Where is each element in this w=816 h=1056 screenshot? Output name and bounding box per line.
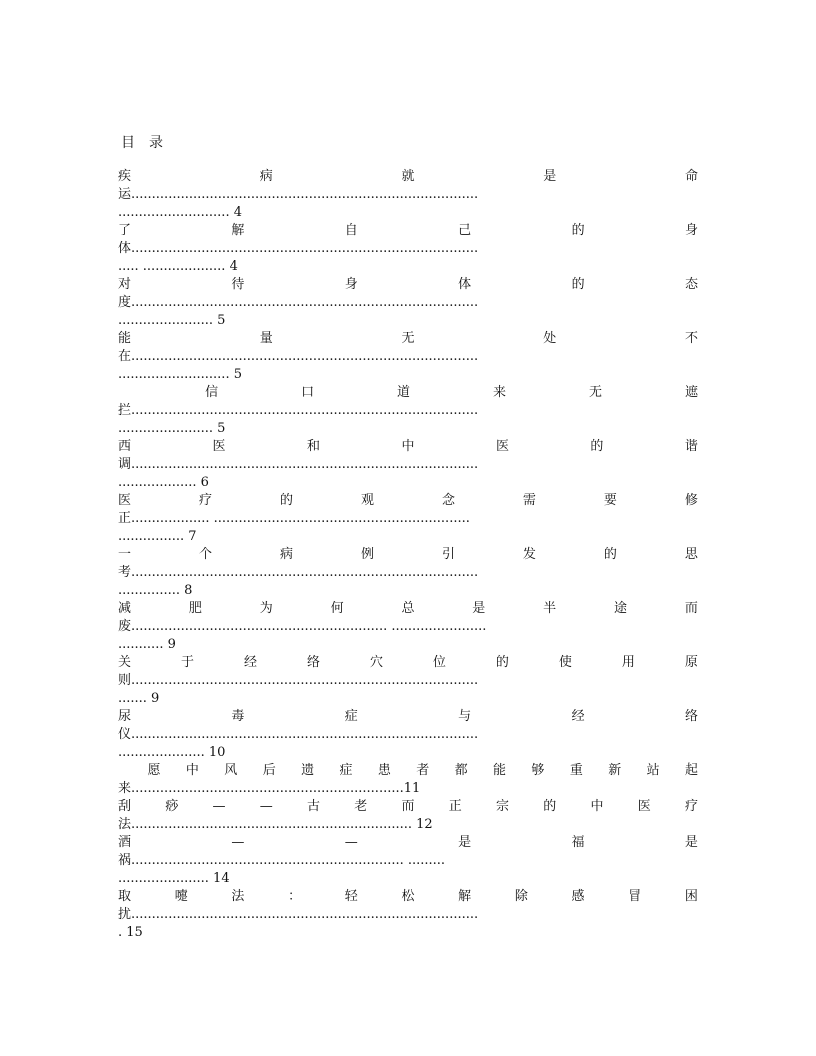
toc-entry-leader: 考.................................................................................... bbox=[118, 565, 479, 580]
toc-entry-page-number: ........... 9 bbox=[118, 637, 176, 652]
toc-entry-leader: 在.................................................................................... bbox=[118, 349, 479, 364]
toc-entry-heading: 刮 痧 — — 古 老 而 正 宗 的 中 医 疗 bbox=[118, 799, 698, 814]
toc-entry bbox=[118, 600, 698, 654]
toc-entry-leader: 度.................................................................................... bbox=[118, 295, 479, 310]
toc-title bbox=[121, 132, 163, 152]
table-of-contents bbox=[118, 168, 698, 942]
toc-entry bbox=[118, 492, 698, 546]
toc-entry-heading: 愿 中 风 后 遗 症 患 者 都 能 够 重 新 站 起 bbox=[147, 763, 698, 778]
toc-entry-leader: 法.................................................................... 12 bbox=[118, 817, 433, 832]
toc-entry bbox=[118, 546, 698, 600]
toc-entry-leader: 则.................................................................................... bbox=[118, 673, 479, 688]
toc-entry-page-number: ................ 7 bbox=[118, 529, 197, 544]
toc-entry-heading: 酒 — — 是 福 是 bbox=[118, 835, 698, 850]
toc-entry bbox=[118, 834, 698, 888]
toc-entry bbox=[118, 330, 698, 384]
toc-entry-heading: 取 嚏 法 ： 轻 松 解 除 感 冒 困 bbox=[118, 889, 698, 904]
toc-entry-leader: 扰.................................................................................... bbox=[118, 907, 479, 922]
toc-entry-heading: 对 待 身 体 的 态 bbox=[118, 277, 698, 292]
toc-entry bbox=[118, 888, 698, 942]
toc-entry-leader: 调.................................................................................... bbox=[118, 457, 479, 472]
toc-entry bbox=[118, 654, 698, 708]
toc-entry-page-number: ................... 6 bbox=[118, 475, 209, 490]
toc-entry bbox=[118, 762, 698, 798]
toc-entry-heading: 疾 病 就 是 命 bbox=[118, 169, 698, 184]
toc-entry bbox=[118, 384, 698, 438]
toc-entry-page-number: ..................... 10 bbox=[118, 745, 226, 760]
toc-entry-page-number: ....................... 5 bbox=[118, 421, 226, 436]
toc-entry-heading: 减 肥 为 何 总 是 半 途 而 bbox=[118, 601, 698, 616]
toc-entry-leader: 来..................................................................11 bbox=[118, 781, 421, 796]
toc-entry-page-number: . 15 bbox=[118, 925, 143, 940]
toc-entry-heading: 医 疗 的 观 念 需 要 修 bbox=[118, 493, 698, 508]
toc-entry-heading: 了 解 自 己 的 身 bbox=[118, 223, 698, 238]
toc-entry-page-number: ....... 9 bbox=[118, 691, 160, 706]
toc-entry-page-number: ..... .................... 4 bbox=[118, 259, 238, 274]
toc-entry-page-number: ....................... 5 bbox=[118, 313, 226, 328]
toc-entry-leader: 运.................................................................................... bbox=[118, 187, 479, 202]
toc-entry bbox=[118, 168, 698, 222]
toc-title-char-1: 目 bbox=[121, 135, 135, 151]
toc-entry-leader: 仪.................................................................................... bbox=[118, 727, 479, 742]
toc-entry-page-number: ........................... 4 bbox=[118, 205, 242, 220]
toc-entry-heading: 信 口 道 来 无 遮 bbox=[205, 385, 698, 400]
toc-entry-leader: 正................... .............................................................. bbox=[118, 511, 470, 526]
toc-entry-heading: 能 量 无 处 不 bbox=[118, 331, 698, 346]
toc-entry bbox=[118, 276, 698, 330]
toc-entry-page-number: ...................... 14 bbox=[118, 871, 230, 886]
toc-entry-leader: 废.............................................................. ....................... bbox=[118, 619, 487, 634]
toc-entry-page-number: ............... 8 bbox=[118, 583, 193, 598]
toc-entry-heading: 一 个 病 例 引 发 的 思 bbox=[118, 547, 698, 562]
toc-entry bbox=[118, 798, 698, 834]
toc-entry-heading: 西 医 和 中 医 的 谐 bbox=[118, 439, 698, 454]
toc-entry-heading: 尿 毒 症 与 经 络 bbox=[118, 709, 698, 724]
toc-entry bbox=[118, 222, 698, 276]
toc-entry-leader: 拦.................................................................................... bbox=[118, 403, 479, 418]
toc-entry-page-number: ........................... 5 bbox=[118, 367, 242, 382]
toc-entry-leader: 祸.................................................................. ......... bbox=[118, 853, 446, 868]
toc-entry-leader: 体.................................................................................... bbox=[118, 241, 479, 256]
toc-entry-heading: 关 于 经 络 穴 位 的 使 用 原 bbox=[118, 655, 698, 670]
toc-entry bbox=[118, 438, 698, 492]
toc-title-char-2: 录 bbox=[149, 135, 163, 151]
toc-entry bbox=[118, 708, 698, 762]
